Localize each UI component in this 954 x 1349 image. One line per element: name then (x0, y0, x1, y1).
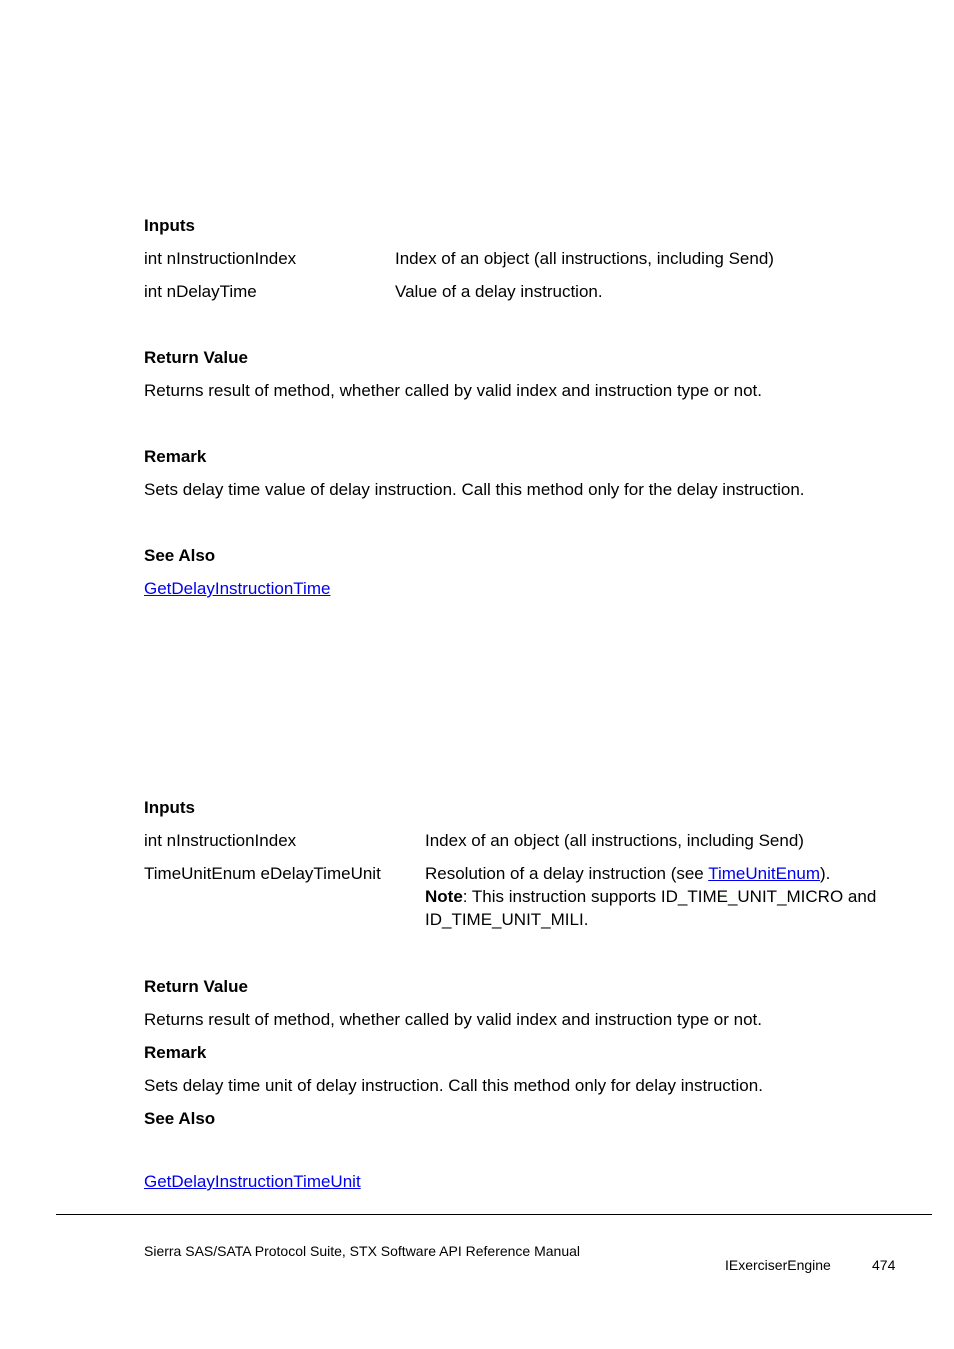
note-text: : This instruction supports ID_TIME_UNIT_MICRO and (462, 887, 877, 906)
param-description-suffix: ). (819, 864, 831, 883)
time-unit-enum-link[interactable]: TimeUnitEnum (708, 864, 820, 883)
remark-heading: Remark (144, 447, 207, 466)
param-description (425, 864, 830, 884)
remark-heading: Remark (144, 1043, 207, 1062)
param-name: int nInstructionIndex (144, 249, 297, 268)
see-also-link[interactable]: GetDelayInstructionTime (144, 579, 331, 598)
remark-text: Sets delay time value of delay instruction. Call this method only for the delay instruction. (144, 480, 805, 499)
return-value-text: Returns result of method, whether called by valid index and instruction type or not. (144, 1010, 763, 1029)
see-also-link[interactable]: GetDelayInstructionTimeUnit (144, 1172, 361, 1191)
return-value-heading: Return Value (144, 977, 248, 996)
remark-text: Sets delay time unit of delay instruction. Call this method only for delay instruction. (144, 1076, 763, 1095)
note-line (425, 887, 876, 907)
note-label: Note (425, 887, 463, 906)
param-name: int nInstructionIndex (144, 831, 297, 850)
footer-section-name: IExerciserEngine (725, 1257, 831, 1273)
see-also-heading: See Also (144, 546, 216, 565)
return-value-heading: Return Value (144, 348, 248, 367)
param-description: Value of a delay instruction. (395, 282, 603, 301)
param-description-prefix: Resolution of a delay instruction (see (425, 864, 709, 883)
note-text-continued: ID_TIME_UNIT_MILI. (425, 910, 589, 929)
footer-divider (56, 1214, 932, 1215)
see-also-heading: See Also (144, 1109, 216, 1128)
return-value-text: Returns result of method, whether called by valid index and instruction type or not. (144, 381, 763, 400)
param-name: int nDelayTime (144, 282, 257, 301)
param-name: TimeUnitEnum eDelayTimeUnit (144, 864, 381, 883)
inputs-heading: Inputs (144, 798, 195, 817)
param-description: Index of an object (all instructions, including Send) (425, 831, 804, 850)
param-description: Index of an object (all instructions, including Send) (395, 249, 774, 268)
footer-page-number: 474 (872, 1257, 896, 1273)
footer-manual-title: Sierra SAS/SATA Protocol Suite, STX Software API Reference Manual (144, 1243, 581, 1259)
inputs-heading: Inputs (144, 216, 195, 235)
